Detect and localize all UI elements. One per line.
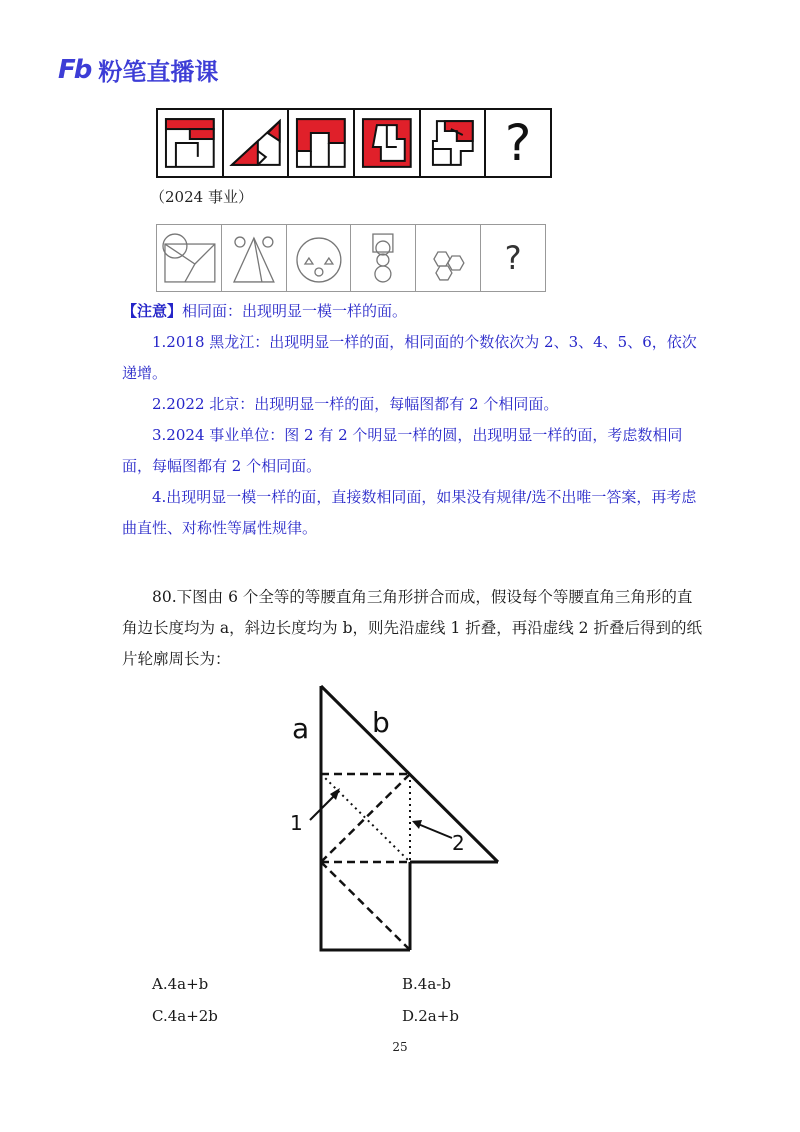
strip1-question-mark: ?	[504, 114, 532, 172]
note-item-2: 2.2022 北京：出现明显一样的面，每幅图都有 2 个相同面。	[152, 395, 559, 413]
strip1-panel-2-figure	[224, 110, 288, 176]
brand-logo-mark: Fb	[58, 54, 91, 85]
strip1-panel-5	[421, 110, 487, 176]
figure-label-line2: 2	[452, 831, 465, 855]
note-item-4: 4.出现明显一模一样的面，直接数相同面，如果没有规律/选不出唯一答案，再考虑曲直性、对称性等属性规律。	[122, 488, 697, 537]
strip1-panel-4-figure	[355, 110, 419, 176]
question-figure-diagram	[280, 680, 520, 960]
strip1-panel-question	[486, 110, 550, 176]
strip1-panel-1-figure	[158, 110, 222, 176]
option-a[interactable]: A.4a+b	[152, 975, 209, 993]
note-heading-text: 相同面：出现明显一模一样的面。	[182, 302, 408, 320]
question-figure	[280, 680, 520, 960]
strip1-panel-1	[158, 110, 224, 176]
brand-logo	[58, 52, 218, 87]
strip2-panel-4-figure	[351, 225, 415, 291]
strip1-panel-3-figure	[289, 110, 353, 176]
note-heading: 【注意】	[122, 302, 183, 320]
option-c[interactable]: C.4a+2b	[152, 1007, 218, 1025]
brand-name: 粉笔直播课	[98, 58, 219, 86]
strip2-panel-5-figure	[416, 225, 480, 291]
strip2-panel-2	[222, 225, 287, 291]
strip2-panel-3	[287, 225, 352, 291]
strip1-panel-3	[289, 110, 355, 176]
strip2-panel-2-figure	[222, 225, 286, 291]
page-number: 25	[392, 1040, 408, 1054]
option-b[interactable]: B.4a-b	[402, 975, 451, 993]
note-item-1: 1.2018 黑龙江：出现明显一样的面，相同面的个数依次为 2、3、4、5、6，依次递增。	[122, 333, 697, 382]
option-d[interactable]: D.2a+b	[402, 1007, 459, 1025]
note-heading-line	[122, 296, 702, 327]
figure-strip-2	[156, 224, 546, 292]
strip2-panel-4	[351, 225, 416, 291]
figure-label-line1: 1	[290, 811, 303, 835]
note-item-3: 3.2024 事业单位：图 2 有 2 个明显一样的圆，出现明显一样的面，考虑数相同面，每幅图都有 2 个相同面。	[122, 426, 683, 475]
figure-strip-1	[156, 108, 552, 178]
question-text: 80.下图由 6 个全等的等腰直角三角形拼合而成，假设每个等腰直角三角形的直角边长度均为 a，斜边长度均为 b，则先沿虚线 1 折叠，再沿虚线 2 折叠后得到的纸片轮廓周长为：	[122, 588, 702, 668]
strip2-panel-5	[416, 225, 481, 291]
strip1-panel-5-figure	[421, 110, 485, 176]
strip1-panel-4	[355, 110, 421, 176]
strip2-panel-question	[481, 225, 545, 291]
strip1-panel-2	[224, 110, 290, 176]
strip2-panel-1	[157, 225, 222, 291]
strip2-panel-1-figure	[157, 225, 221, 291]
strip2-question-mark: ?	[504, 239, 522, 277]
note-block	[122, 296, 702, 544]
figure-label-b: b	[372, 706, 390, 739]
source-label: （2024 事业）	[150, 188, 253, 206]
strip2-panel-3-figure	[287, 225, 351, 291]
figure-label-a: a	[292, 712, 310, 745]
